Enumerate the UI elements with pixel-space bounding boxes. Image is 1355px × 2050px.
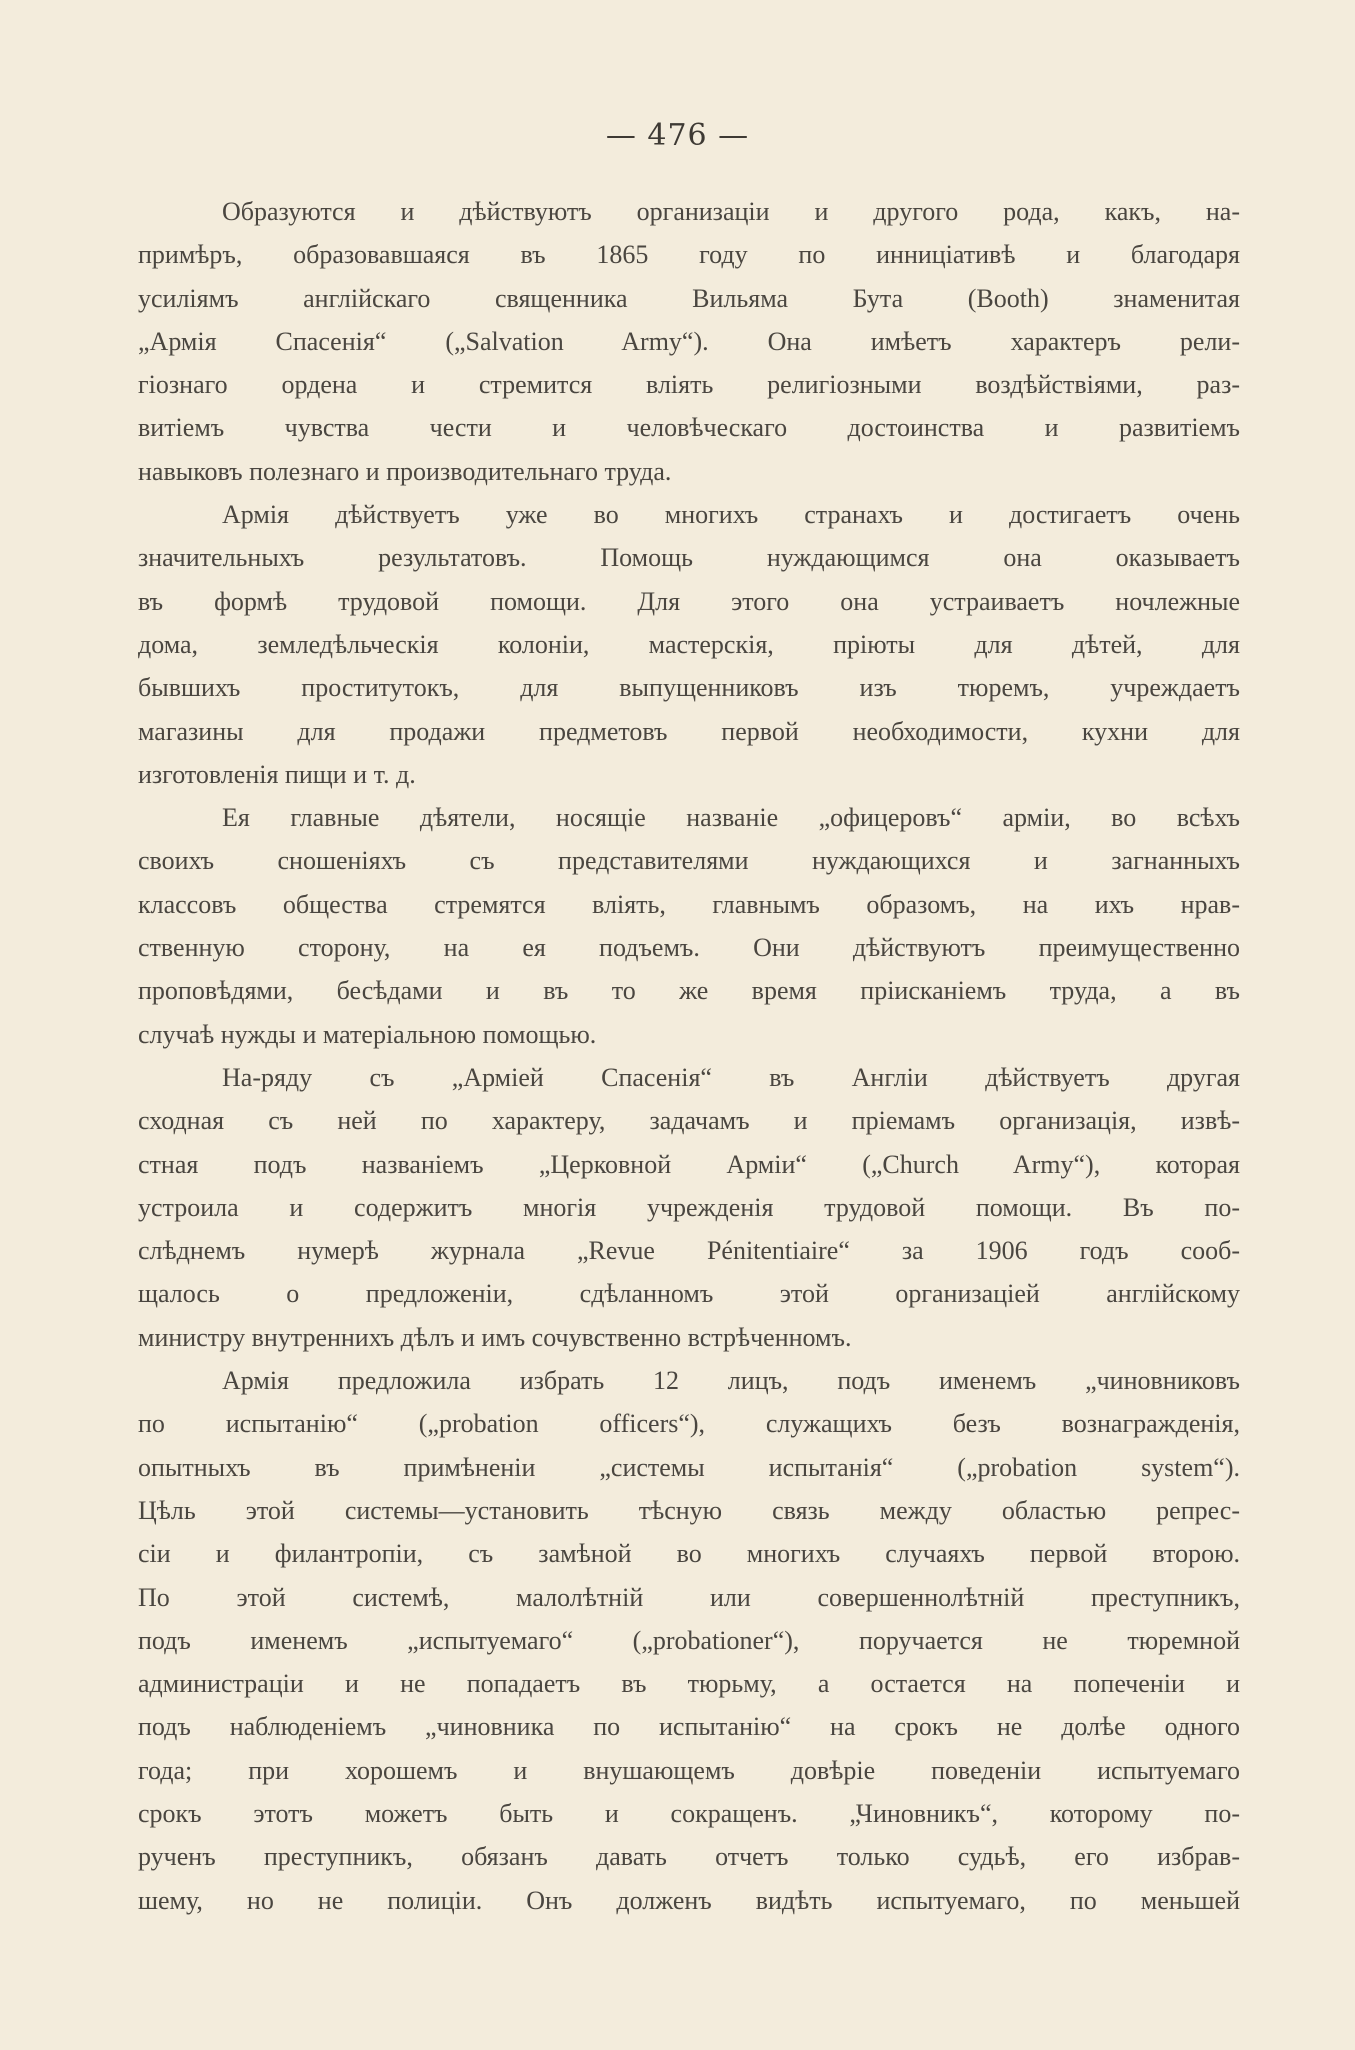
paragraph	[138, 493, 1240, 796]
text-line: Образуются и дѣйствуютъ организаціи и другого рода, какъ, на-	[222, 197, 1240, 226]
text-line: классовъ общества стремятся вліять, главнымъ образомъ, на ихъ нрав-	[138, 889, 1240, 919]
text-line: слѣднемъ нумерѣ журнала „Revue Pénitentiaire“ за 1906 годъ сооб-	[138, 1236, 1240, 1266]
text-line: подъ наблюденіемъ „чиновника по испытанію“ на срокъ не долѣе одного	[138, 1712, 1240, 1742]
text-line: администраціи и не попадаетъ въ тюрьму, а остается на попеченіи и	[138, 1669, 1240, 1699]
text-line: сіи и филантропіи, съ замѣной во многихъ случаяхъ первой второю.	[138, 1539, 1240, 1569]
text-line: витіемъ чувства чести и человѣческаго достоинства и развитіемъ	[138, 413, 1240, 443]
paragraph	[138, 1056, 1240, 1359]
text-line: На-ряду съ „Арміей Спасенія“ въ Англіи дѣйствуетъ другая	[222, 1062, 1240, 1092]
text-line: сходная съ ней по характеру, задачамъ и пріемамъ организація, извѣ-	[138, 1106, 1240, 1136]
text-line: гіознаго ордена и стремится вліять религіозными воздѣйствіями, раз-	[138, 370, 1240, 400]
text-line: примѣръ, образовавшаяся въ 1865 году по инниціативѣ и благодаря	[138, 240, 1240, 270]
body-text	[138, 190, 1240, 1922]
text-line: проповѣдями, бесѣдами и въ то же время пріисканіемъ труда, а въ	[138, 976, 1240, 1006]
text-line: усиліямъ англійскаго священника Вильяма Бута (Booth) знаменитая	[138, 283, 1240, 313]
text-line: Цѣль этой системы—установить тѣсную связь между областью репрес-	[138, 1495, 1240, 1525]
text-line: рученъ преступникъ, обязанъ давать отчетъ только судьѣ, его избрав-	[138, 1842, 1240, 1872]
text-line: по испытанію“ („probation officers“), служащихъ безъ вознагражденія,	[138, 1409, 1240, 1439]
text-line: ственную сторону, на ея подъемъ. Они дѣйствуютъ преимущественно	[138, 933, 1240, 963]
text-line: „Армія Спасенія“ („Salvation Army“). Она имѣетъ характеръ рели-	[138, 326, 1240, 356]
text-line: случаѣ нужды и матеріальною помощью.	[138, 1019, 597, 1049]
text-line: устроила и содержитъ многія учрежденія трудовой помощи. Въ по-	[138, 1192, 1240, 1222]
text-line: бывшихъ проститутокъ, для выпущенниковъ изъ тюремъ, учреждаетъ	[138, 673, 1240, 703]
paragraph	[138, 190, 1240, 493]
page-number: — 476 —	[605, 118, 750, 153]
text-line: щалось о предложеніи, сдѣланномъ этой организаціей англійскому	[138, 1279, 1240, 1309]
paragraph	[138, 796, 1240, 1056]
text-line: дома, земледѣльческія колоніи, мастерскія, пріюты для дѣтей, для	[138, 629, 1240, 659]
text-line: По этой системѣ, малолѣтній или совершеннолѣтній преступникъ,	[138, 1582, 1240, 1612]
text-line: шему, но не полиціи. Онъ долженъ видѣть испытуемаго, по меньшей	[138, 1885, 1240, 1915]
text-line: Армія предложила избрать 12 лицъ, подъ именемъ „чиновниковъ	[222, 1366, 1240, 1396]
text-line: навыковъ полезнаго и производительнаго труда.	[138, 456, 672, 486]
text-line: изготовленія пищи и т. д.	[138, 759, 416, 789]
text-line: года; при хорошемъ и внушающемъ довѣріе поведеніи испытуемаго	[138, 1755, 1240, 1785]
text-line: значительныхъ результатовъ. Помощь нуждающимся она оказываетъ	[138, 543, 1240, 573]
text-line: Армія дѣйствуетъ уже во многихъ странахъ и достигаетъ очень	[222, 500, 1240, 530]
text-line: срокъ этотъ можетъ быть и сокращенъ. „Чиновникъ“, которому по-	[138, 1798, 1240, 1828]
text-line: своихъ сношеніяхъ съ представителями нуждающихся и загнанныхъ	[138, 846, 1240, 876]
text-line: опытныхъ въ примѣненіи „системы испытанія“ („probation system“).	[138, 1452, 1240, 1482]
text-line: въ формѣ трудовой помощи. Для этого она устраиваетъ ночлежные	[138, 586, 1240, 616]
text-line: подъ именемъ „испытуемаго“ („probationer“), поручается не тюремной	[138, 1625, 1240, 1655]
paragraph	[138, 1359, 1240, 1922]
text-line: Ея главные дѣятели, носящіе названіе „офицеровъ“ арміи, во всѣхъ	[222, 803, 1240, 833]
text-line: магазины для продажи предметовъ первой необходимости, кухни для	[138, 716, 1240, 746]
text-line: министру внутреннихъ дѣлъ и имъ сочувственно встрѣченномъ.	[138, 1322, 852, 1352]
text-line: стная подъ названіемъ „Церковной Арміи“ („Church Army“), которая	[138, 1149, 1240, 1179]
